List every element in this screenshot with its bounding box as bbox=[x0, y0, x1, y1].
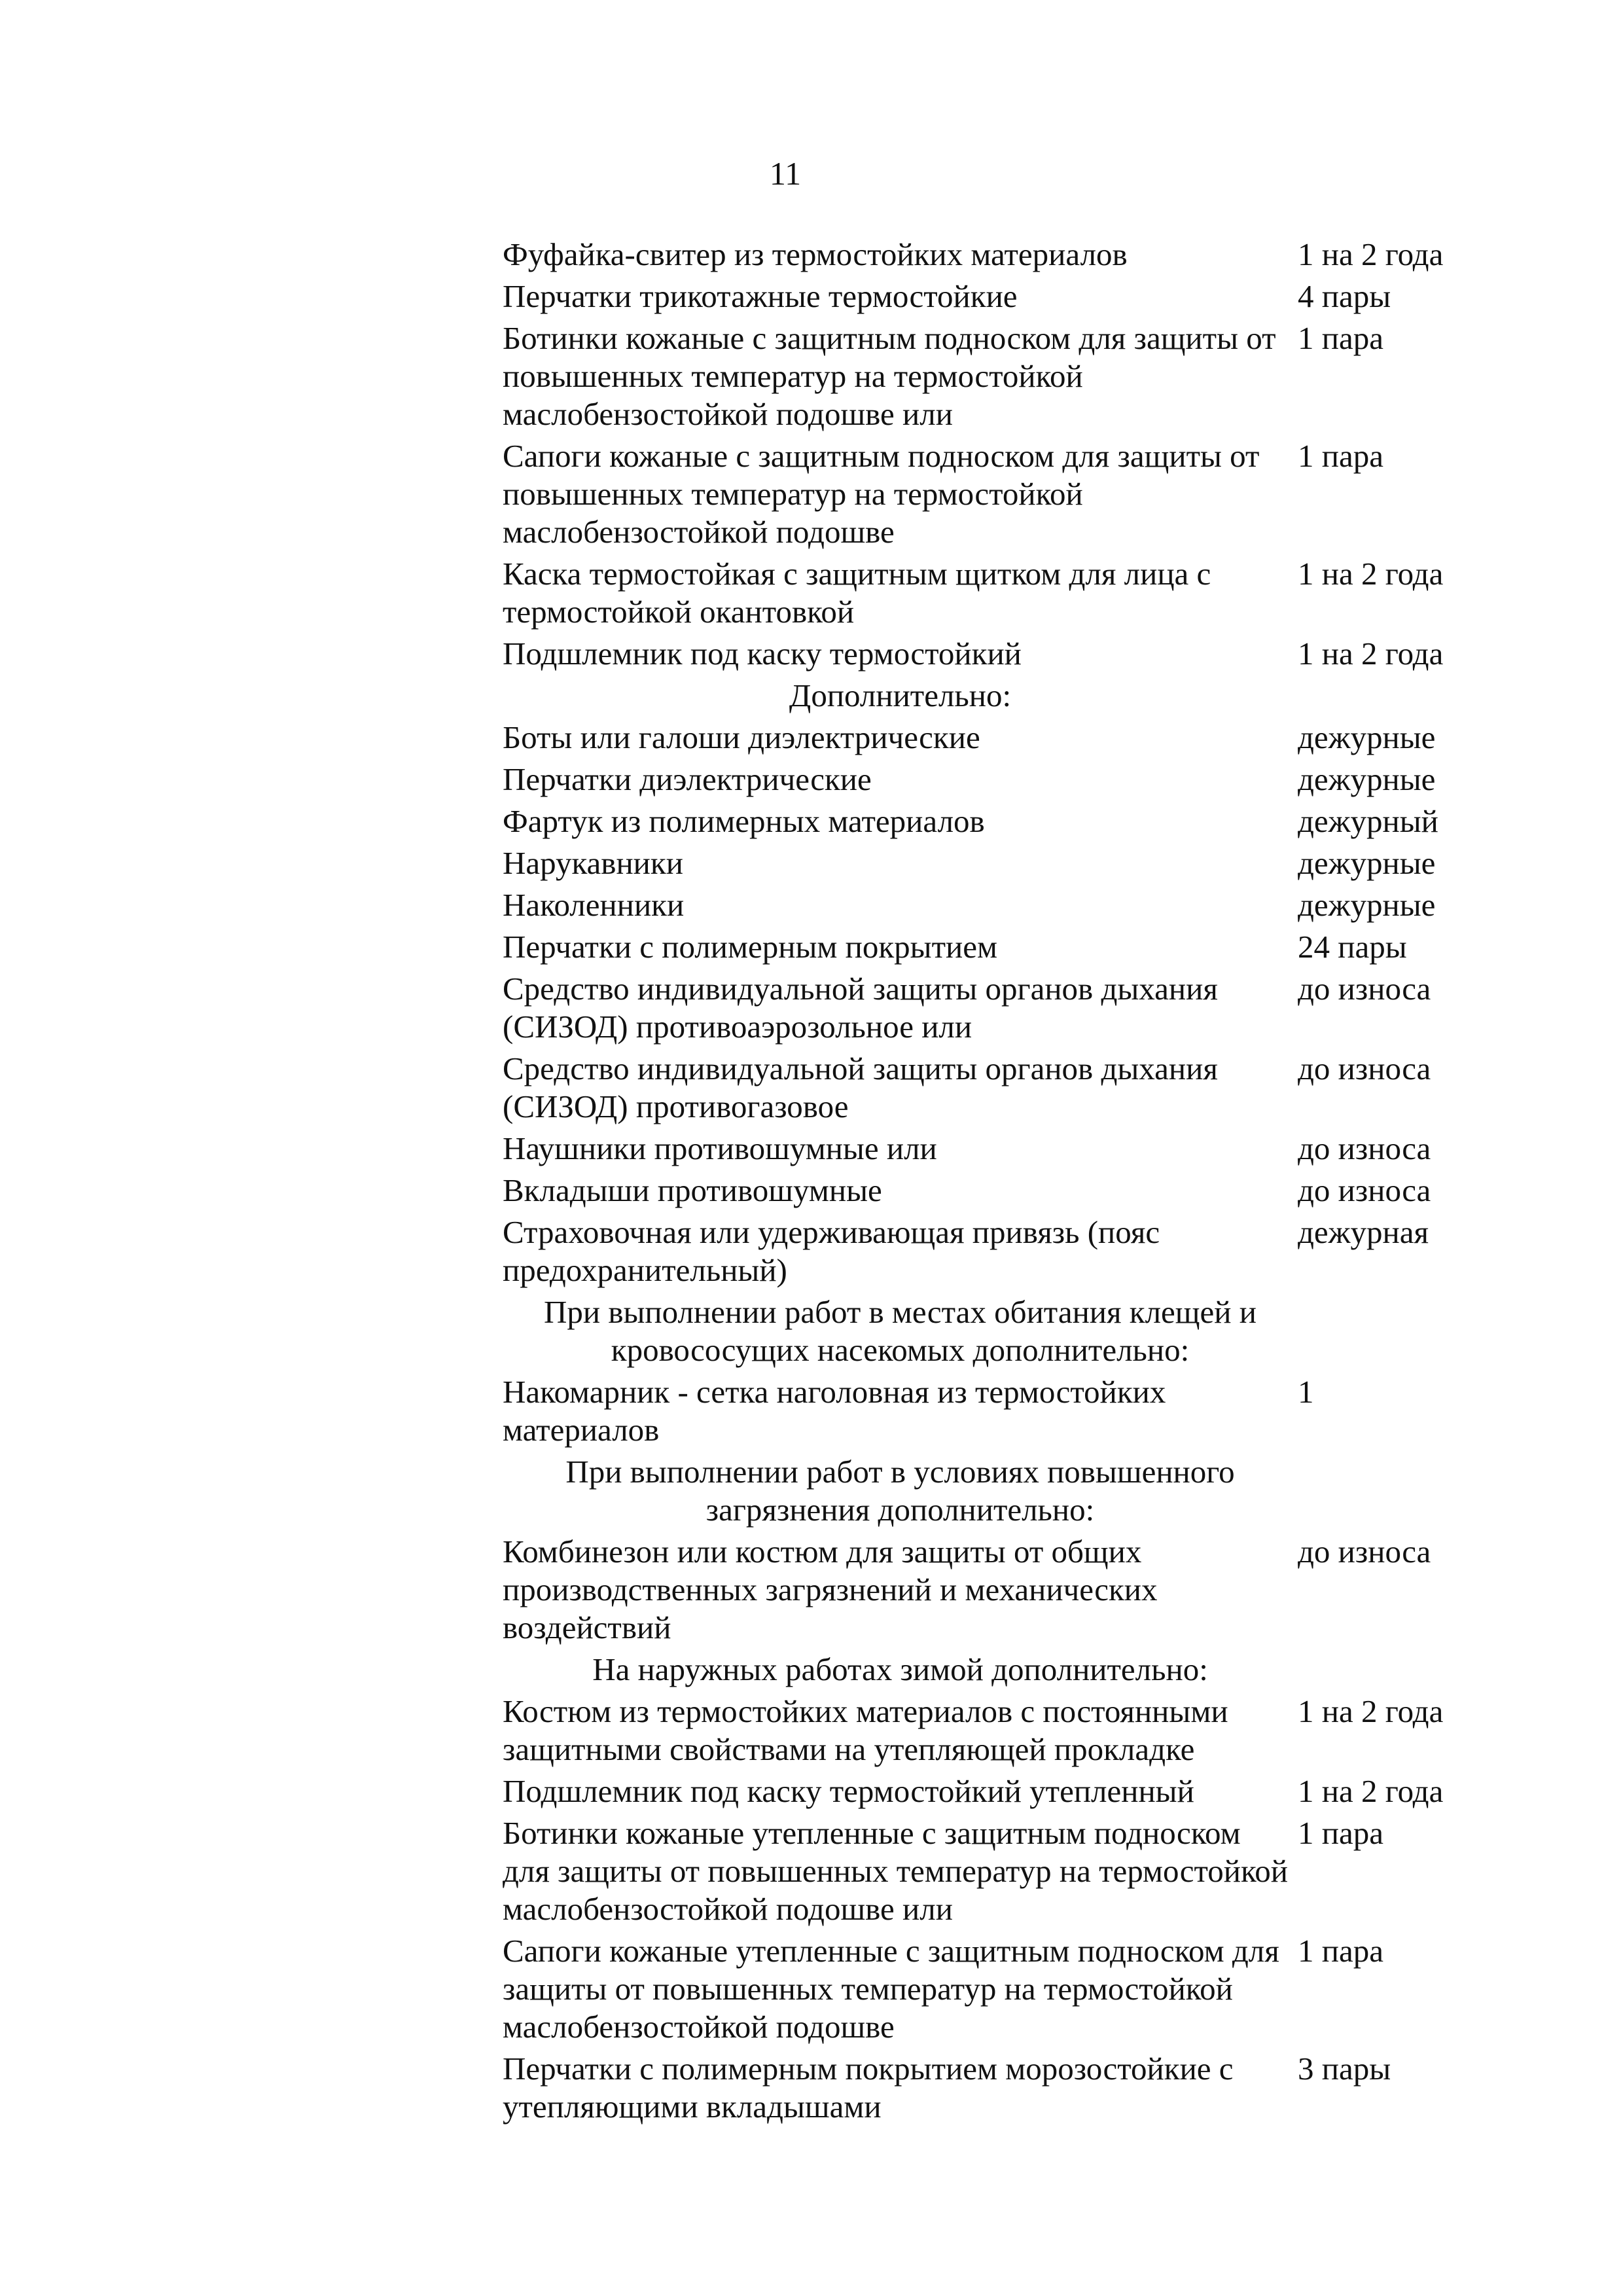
list-item bbox=[503, 1533, 1471, 1647]
list-item bbox=[503, 802, 1471, 840]
item-name: Подшлемник под каску термостойкий bbox=[503, 636, 1022, 672]
item-name: Перчатки с полимерным покрытием bbox=[503, 929, 997, 965]
list-item bbox=[503, 844, 1471, 882]
item-name: Фартук из полимерных материалов bbox=[503, 803, 985, 839]
item-quantity: 1 на 2 года bbox=[1298, 236, 1444, 272]
section-heading-winter: На наружных работах зимой дополнительно: bbox=[592, 1651, 1208, 1687]
item-quantity: 1 пара bbox=[1298, 320, 1383, 356]
list-item bbox=[503, 555, 1471, 631]
item-name: Наколенники bbox=[503, 887, 685, 923]
item-name: Сапоги кожаные утепленные с защитным подноском для защиты от повышенных температур на термостойкой маслобензостойкой подошве bbox=[503, 1933, 1279, 2045]
list-item bbox=[503, 886, 1471, 924]
section-heading-additional: Дополнительно: bbox=[789, 677, 1012, 713]
item-quantity: до износа bbox=[1298, 1050, 1431, 1086]
item-quantity: дежурные bbox=[1298, 761, 1436, 797]
page-number: 11 bbox=[769, 155, 802, 192]
list-item bbox=[503, 719, 1471, 757]
list-item bbox=[503, 1172, 1471, 1210]
item-name: Накомарник - сетка наголовная из термостойких материалов bbox=[503, 1374, 1166, 1448]
item-quantity: 1 пара bbox=[1298, 438, 1383, 474]
item-quantity: дежурные bbox=[1298, 887, 1436, 923]
item-name: Боты или галоши диэлектрические bbox=[503, 719, 980, 755]
item-name: Страховочная или удерживающая привязь (пояс предохранительный) bbox=[503, 1214, 1160, 1288]
item-name: Ботинки кожаные с защитным подноском для защиты от повышенных температур на термостойкой маслобензостойкой подошве или bbox=[503, 320, 1276, 432]
ppe-list bbox=[503, 236, 1471, 2130]
item-name: Средство индивидуальной защиты органов дыхания (СИЗОД) противоаэрозольное или bbox=[503, 971, 1218, 1045]
item-name: Ботинки кожаные утепленные с защитным подноском для защиты от повышенных температур на термостойкой маслобензостойкой подошве или bbox=[503, 1815, 1288, 1927]
list-item bbox=[503, 278, 1471, 315]
list-item bbox=[503, 1373, 1471, 1449]
item-quantity: 24 пары bbox=[1298, 929, 1407, 965]
item-name: Перчатки с полимерным покрытием морозостойкие с утепляющими вкладышами bbox=[503, 2051, 1234, 2125]
item-quantity: дежурный bbox=[1298, 803, 1438, 839]
item-name: Сапоги кожаные с защитным подноском для защиты от повышенных температур на термостойкой маслобензостойкой подошве bbox=[503, 438, 1260, 550]
item-quantity: до износа bbox=[1298, 1534, 1431, 1570]
list-item bbox=[503, 2050, 1471, 2126]
list-item bbox=[503, 761, 1471, 798]
item-quantity: 1 bbox=[1298, 1374, 1314, 1410]
list-item bbox=[503, 1050, 1471, 1126]
item-quantity: до износа bbox=[1298, 1130, 1431, 1166]
list-item bbox=[503, 1772, 1471, 1810]
list-item bbox=[503, 1932, 1471, 2046]
list-item bbox=[503, 1693, 1471, 1768]
item-name: Перчатки трикотажные термостойкие bbox=[503, 278, 1018, 314]
list-item bbox=[503, 928, 1471, 966]
list-item bbox=[503, 970, 1471, 1046]
list-item bbox=[503, 1130, 1471, 1168]
item-quantity: 1 на 2 года bbox=[1298, 1773, 1444, 1809]
list-item bbox=[503, 635, 1471, 673]
item-quantity: 4 пары bbox=[1298, 278, 1391, 314]
section-heading-pollution: При выполнении работ в условиях повышенного загрязнения дополнительно: bbox=[565, 1454, 1235, 1528]
section-heading-ticks: При выполнении работ в местах обитания клещей и кровососущих насекомых дополнительно: bbox=[544, 1294, 1257, 1368]
item-name: Перчатки диэлектрические bbox=[503, 761, 872, 797]
list-item bbox=[503, 319, 1471, 433]
item-name: Наушники противошумные или bbox=[503, 1130, 937, 1166]
item-quantity: 1 пара bbox=[1298, 1933, 1383, 1969]
list-item bbox=[503, 1814, 1471, 1928]
item-name: Фуфайка-свитер из термостойких материалов bbox=[503, 236, 1128, 272]
item-quantity: 3 пары bbox=[1298, 2051, 1391, 2087]
item-quantity: до износа bbox=[1298, 1172, 1431, 1208]
item-name: Подшлемник под каску термостойкий утепленный bbox=[503, 1773, 1194, 1809]
list-item bbox=[503, 437, 1471, 551]
item-quantity: дежурная bbox=[1298, 1214, 1429, 1250]
list-item bbox=[503, 236, 1471, 274]
item-name: Каска термостойкая с защитным щитком для лица с термостойкой окантовкой bbox=[503, 556, 1211, 630]
item-quantity: дежурные bbox=[1298, 845, 1436, 881]
list-item bbox=[503, 1213, 1471, 1289]
item-quantity: 1 пара bbox=[1298, 1815, 1383, 1851]
item-name: Средство индивидуальной защиты органов дыхания (СИЗОД) противогазовое bbox=[503, 1050, 1218, 1124]
item-name: Комбинезон или костюм для защиты от общих производственных загрязнений и механических воздействий bbox=[503, 1534, 1158, 1645]
item-quantity: 1 на 2 года bbox=[1298, 636, 1444, 672]
item-quantity: 1 на 2 года bbox=[1298, 556, 1444, 592]
item-quantity: до износа bbox=[1298, 971, 1431, 1007]
item-quantity: дежурные bbox=[1298, 719, 1436, 755]
item-quantity: 1 на 2 года bbox=[1298, 1693, 1444, 1729]
item-name: Вкладыши противошумные bbox=[503, 1172, 882, 1208]
item-name: Нарукавники bbox=[503, 845, 683, 881]
item-name: Костюм из термостойких материалов с постоянными защитными свойствами на утепляющей прокладке bbox=[503, 1693, 1228, 1767]
